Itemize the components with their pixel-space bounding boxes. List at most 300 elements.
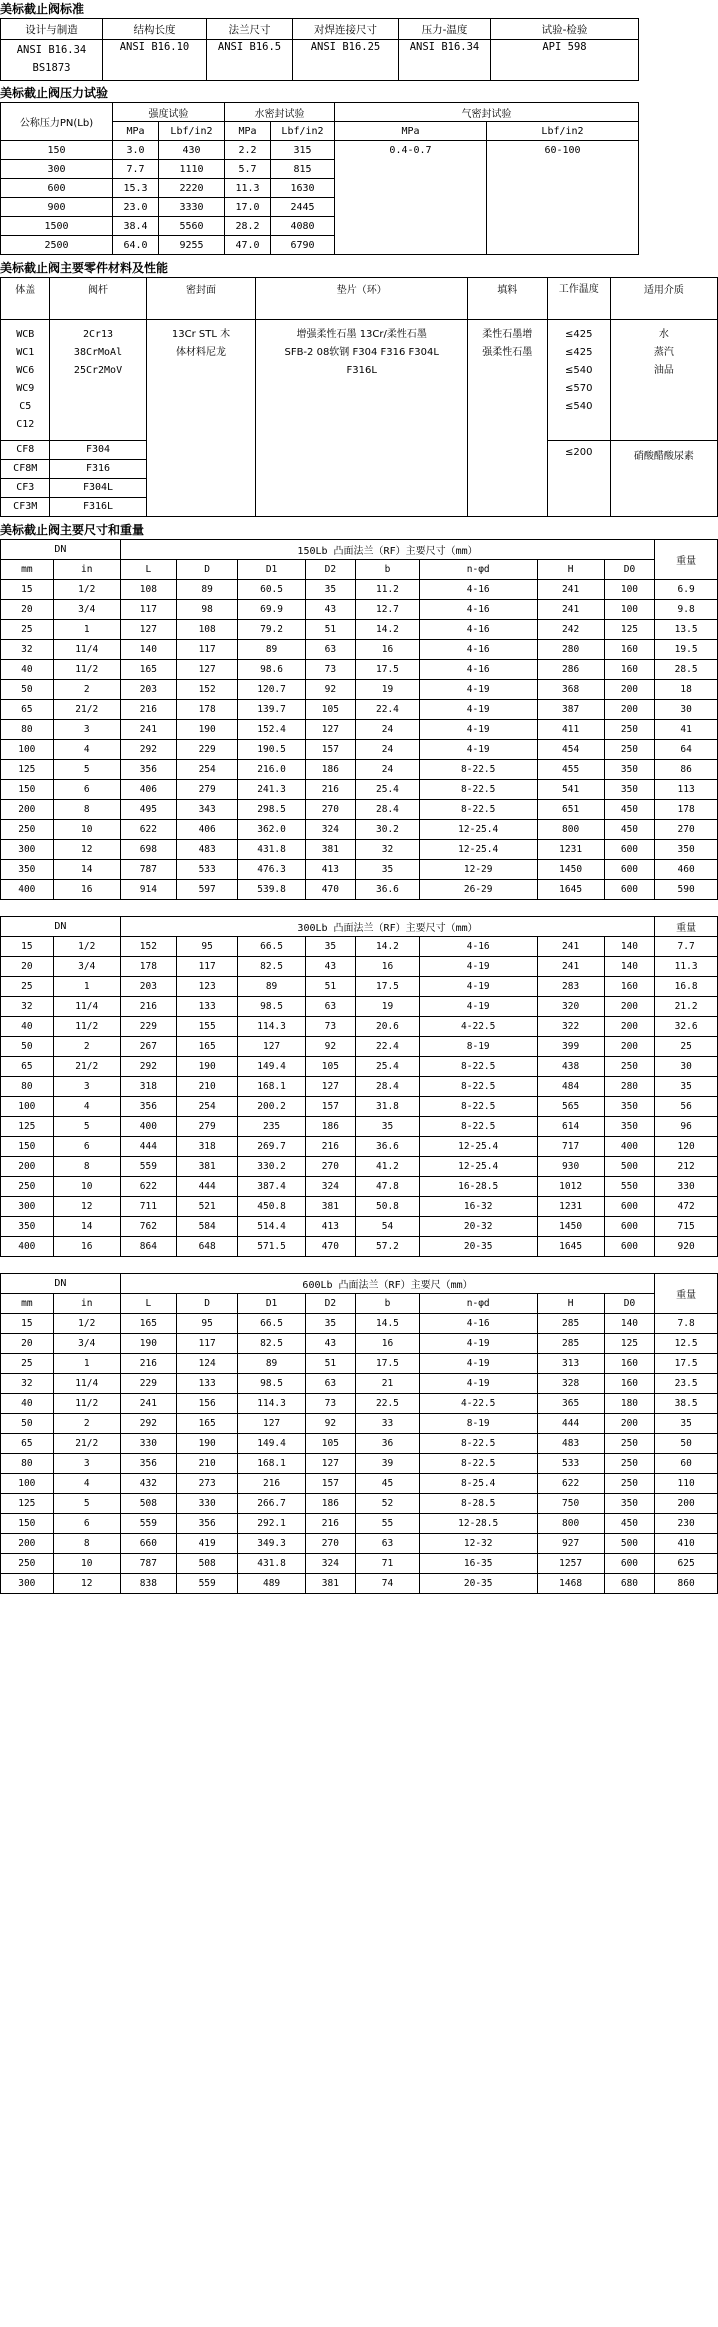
table-cell: 160: [604, 1374, 655, 1394]
table-cell: 35: [356, 1117, 420, 1137]
table-cell: 3: [53, 1077, 120, 1097]
table-cell: 50: [1, 1037, 54, 1057]
gas-header: 气密封试验: [335, 103, 639, 122]
cell: 2220: [159, 179, 225, 198]
table-cell: 541: [537, 780, 604, 800]
table-cell: 4-16: [419, 937, 537, 957]
table-cell: 16.8: [655, 977, 718, 997]
table-cell: 318: [176, 1137, 238, 1157]
gas-lbf-cell: 60-100: [487, 141, 639, 255]
table-cell: 8-22.5: [419, 760, 537, 780]
table-cell: 20: [1, 600, 54, 620]
table-cell: 413: [305, 860, 355, 880]
table-row: [1, 580, 718, 600]
list-item: ≤425: [564, 329, 593, 340]
table-cell: 66.5: [238, 1314, 305, 1334]
table-cell: 356: [120, 1454, 176, 1474]
table-cell: 381: [305, 840, 355, 860]
table-cell: 330: [655, 1177, 718, 1197]
table-cell: 216: [305, 1137, 355, 1157]
table-cell: 165: [120, 660, 176, 680]
table-row: [1, 780, 718, 800]
table-cell: 483: [176, 840, 238, 860]
table-cell: 400: [604, 1137, 655, 1157]
table-cell: 356: [176, 1514, 238, 1534]
table-row: [1, 700, 718, 720]
value-cell: ANSI B16.5: [207, 40, 293, 81]
cell: 11.3: [225, 179, 271, 198]
table-cell: 241: [537, 600, 604, 620]
column-header: D: [176, 560, 238, 580]
table-cell: 4: [53, 740, 120, 760]
table-cell: 125: [604, 1334, 655, 1354]
table-cell: 54: [356, 1217, 420, 1237]
table-cell: 152: [176, 680, 238, 700]
table-row: [1, 1514, 718, 1534]
table-cell: 160: [604, 1354, 655, 1374]
table-cell: 450: [604, 1514, 655, 1534]
cell: 23.0: [113, 198, 159, 217]
media: [610, 320, 717, 441]
table-cell: 25.4: [356, 780, 420, 800]
table-row: [1, 860, 718, 880]
table-cell: 43: [305, 600, 355, 620]
table-cell: 16-35: [419, 1554, 537, 1574]
table-cell: 190: [176, 1057, 238, 1077]
table-body: [1, 580, 718, 900]
table-cell: 89: [176, 580, 238, 600]
column-header: n-φd: [419, 1294, 537, 1314]
table-cell: 22.5: [356, 1394, 420, 1414]
table-cell: 8: [53, 1534, 120, 1554]
table-cell: 152: [120, 937, 176, 957]
table-cell: 21/2: [53, 1057, 120, 1077]
table-cell: 4-16: [419, 620, 537, 640]
table-row: [1, 1434, 718, 1454]
table-cell: 152.4: [238, 720, 305, 740]
table-cell: 6.9: [655, 580, 718, 600]
table-cell: 210: [176, 1454, 238, 1474]
table-cell: 32: [1, 1374, 54, 1394]
table-cell: 30: [655, 700, 718, 720]
table-row: [1, 1217, 718, 1237]
table-cell: 105: [305, 1057, 355, 1077]
pressure-test-table: [0, 102, 639, 255]
table-cell: 32.6: [655, 1017, 718, 1037]
table-cell: 17.5: [655, 1354, 718, 1374]
list-item: 强柔性石墨: [482, 347, 533, 358]
table-cell: 114.3: [238, 1394, 305, 1414]
table-cell: 200.2: [238, 1097, 305, 1117]
table-cell: 920: [655, 1237, 718, 1257]
list-item: 体材料尼龙: [176, 347, 227, 358]
list-item: C12: [16, 419, 35, 430]
table-cell: 235: [238, 1117, 305, 1137]
section-title-pressure-test: 美标截止阀压力试验: [0, 86, 109, 100]
table-row: [1, 1534, 718, 1554]
header-cell: 设计与制造: [1, 19, 103, 40]
header-cell: 试验-检验: [491, 19, 639, 40]
value-cell: API 598: [491, 40, 639, 81]
table-cell: 10: [53, 1554, 120, 1574]
table-cell: 108: [176, 620, 238, 640]
table-cell: 1257: [537, 1554, 604, 1574]
cell: 315: [271, 141, 335, 160]
table-cell: 200: [1, 800, 54, 820]
table-cell: 117: [176, 957, 238, 977]
column-header: D1: [238, 560, 305, 580]
table-cell: 270: [655, 820, 718, 840]
table-cell: 200: [604, 997, 655, 1017]
unit-cell: MPa: [225, 122, 271, 141]
table-cell: 7.8: [655, 1314, 718, 1334]
list-item: F316: [50, 460, 145, 479]
column-header: in: [53, 1294, 120, 1314]
table-cell: 178: [655, 800, 718, 820]
table-cell: 1645: [537, 880, 604, 900]
table-cell: 914: [120, 880, 176, 900]
table-cell: 365: [537, 1394, 604, 1414]
table-cell: 6: [53, 1514, 120, 1534]
gas-mpa-cell: 0.4-0.7: [335, 141, 487, 255]
table-cell: 250: [604, 1434, 655, 1454]
table-cell: 717: [537, 1137, 604, 1157]
cell: 2.2: [225, 141, 271, 160]
table-cell: 98.5: [238, 1374, 305, 1394]
stem-materials-b: [50, 441, 146, 517]
table-cell: 140: [604, 1314, 655, 1334]
table-cell: 150: [1, 780, 54, 800]
list-item: F304: [50, 441, 145, 460]
table-cell: 4-16: [419, 1314, 537, 1334]
table-cell: 35: [655, 1414, 718, 1434]
list-item: F316L: [82, 501, 114, 512]
table-cell: 43: [305, 957, 355, 977]
table-cell: 1450: [537, 860, 604, 880]
cell: 4080: [271, 217, 335, 236]
table-cell: 1231: [537, 840, 604, 860]
table-cell: 14.5: [356, 1314, 420, 1334]
table-cell: 4-16: [419, 580, 537, 600]
list-item: ≤425: [564, 347, 593, 358]
table-cell: 4-19: [419, 1354, 537, 1374]
list-item: CF3M: [13, 501, 38, 512]
materials-table: [0, 277, 718, 517]
body-materials-b: [1, 441, 50, 517]
table-row: [1, 977, 718, 997]
list-item: CF3: [1, 479, 49, 498]
value-cell: ANSI B16.25: [293, 40, 399, 81]
table-cell: 12-25.4: [419, 840, 537, 860]
table-cell: 20-35: [419, 1237, 537, 1257]
table-cell: 64: [655, 740, 718, 760]
table-cell: 216: [305, 780, 355, 800]
table-cell: 100: [1, 1474, 54, 1494]
column-header: D: [176, 1294, 238, 1314]
table-cell: 123: [176, 977, 238, 997]
column-header: L: [120, 560, 176, 580]
table-cell: 65: [1, 700, 54, 720]
table-cell: 14.2: [356, 937, 420, 957]
table-cell: 12: [53, 1574, 120, 1594]
table-cell: 1/2: [53, 937, 120, 957]
work-temps: [547, 320, 610, 441]
table-cell: 800: [537, 1514, 604, 1534]
table-cell: 110: [655, 1474, 718, 1494]
standards-header-row: [1, 19, 639, 40]
strength-header: 强度试验: [113, 103, 225, 122]
table-cell: 186: [305, 1117, 355, 1137]
table-cell: 127: [238, 1037, 305, 1057]
table-cell: 300: [1, 1197, 54, 1217]
table-cell: 35: [305, 580, 355, 600]
table-cell: 3/4: [53, 1334, 120, 1354]
table-cell: 600: [604, 1197, 655, 1217]
table-cell: 12: [53, 1197, 120, 1217]
dn-header: DN: [1, 1274, 121, 1294]
table-cell: 269.7: [238, 1137, 305, 1157]
table-cell: 521: [176, 1197, 238, 1217]
table-cell: 6: [53, 780, 120, 800]
table-cell: 2: [53, 1037, 120, 1057]
table-cell: 32: [356, 840, 420, 860]
table-cell: 200: [604, 680, 655, 700]
table-cell: 444: [120, 1137, 176, 1157]
table-row: [1, 957, 718, 977]
table-cell: 1450: [537, 1217, 604, 1237]
table-cell: 36.6: [356, 880, 420, 900]
column-header: D2: [305, 1294, 355, 1314]
table-cell: 35: [655, 1077, 718, 1097]
table-cell: 127: [120, 620, 176, 640]
table-cell: 250: [604, 1454, 655, 1474]
table-cell: 16: [356, 957, 420, 977]
table-cell: 63: [305, 1374, 355, 1394]
table-cell: 12-29: [419, 860, 537, 880]
list-item: 2Cr13: [82, 329, 114, 340]
table-cell: 600: [604, 1217, 655, 1237]
packing: [467, 320, 547, 517]
table-cell: 8: [53, 800, 120, 820]
table-cell: 10: [53, 1177, 120, 1197]
table-cell: 105: [305, 1434, 355, 1454]
table-cell: 127: [238, 1414, 305, 1434]
table-cell: 22.4: [356, 1037, 420, 1057]
table-cell: 270: [305, 1157, 355, 1177]
table-cell: 484: [537, 1077, 604, 1097]
table-cell: 362.0: [238, 820, 305, 840]
table-cell: 157: [305, 1474, 355, 1494]
dimensions-table-150lb: [0, 539, 718, 900]
table-cell: 229: [176, 740, 238, 760]
table-cell: 57.2: [356, 1237, 420, 1257]
table-cell: 113: [655, 780, 718, 800]
table-cell: 350: [604, 1494, 655, 1514]
table-row: [1, 141, 639, 160]
table-cell: 229: [120, 1374, 176, 1394]
table-cell: 98.6: [238, 660, 305, 680]
column-header: D1: [238, 1294, 305, 1314]
list-item: ≤540: [564, 401, 593, 412]
table-cell: 406: [120, 780, 176, 800]
header-cell: 密封面: [146, 278, 256, 320]
table-row: [1, 1117, 718, 1137]
table-cell: 24: [356, 740, 420, 760]
cell: 300: [1, 160, 113, 179]
table-cell: 186: [305, 1494, 355, 1514]
table-cell: 270: [305, 800, 355, 820]
table-cell: 40: [1, 660, 54, 680]
table-cell: 11/4: [53, 997, 120, 1017]
table-cell: 63: [356, 1534, 420, 1554]
table-cell: 4-16: [419, 640, 537, 660]
list-item: 13Cr STL 木: [171, 329, 231, 340]
table-cell: 285: [537, 1334, 604, 1354]
table-cell: 160: [604, 660, 655, 680]
cell: 3330: [159, 198, 225, 217]
table-cell: 21/2: [53, 1434, 120, 1454]
table-cell: 216: [120, 997, 176, 1017]
table-cell: 250: [604, 1057, 655, 1077]
table-cell: 4-19: [419, 700, 537, 720]
table-body: [1, 937, 718, 1257]
table-row: [1, 760, 718, 780]
table-cell: 16-32: [419, 1197, 537, 1217]
table-cell: 539.8: [238, 880, 305, 900]
table-cell: 1: [53, 977, 120, 997]
table-cell: 38.5: [655, 1394, 718, 1414]
column-header: H: [537, 560, 604, 580]
column-header-row: [1, 1294, 718, 1314]
table-cell: 117: [176, 640, 238, 660]
table-cell: 460: [655, 860, 718, 880]
table-cell: 300: [1, 840, 54, 860]
table-cell: 680: [604, 1574, 655, 1594]
table-cell: 15: [1, 1314, 54, 1334]
cell: 38.4: [113, 217, 159, 236]
table-cell: 324: [305, 1177, 355, 1197]
table-cell: 8-19: [419, 1414, 537, 1434]
table-cell: 864: [120, 1237, 176, 1257]
table-cell: 25: [1, 1354, 54, 1374]
table-cell: 30: [655, 1057, 718, 1077]
table-cell: 3: [53, 1454, 120, 1474]
table-title: 300Lb 凸面法兰（RF）主要尺寸（mm）: [120, 917, 654, 937]
table-cell: 190: [176, 720, 238, 740]
table-row: [1, 1374, 718, 1394]
table-cell: 100: [1, 1097, 54, 1117]
table-cell: 156: [176, 1394, 238, 1414]
table-cell: 350: [655, 840, 718, 860]
table-cell: 35: [305, 1314, 355, 1334]
table-cell: 12-25.4: [419, 820, 537, 840]
table-cell: 11/2: [53, 660, 120, 680]
table-cell: 125: [1, 1494, 54, 1514]
table-cell: 399: [537, 1037, 604, 1057]
table-cell: 25: [1, 977, 54, 997]
table-cell: 11/4: [53, 1374, 120, 1394]
table-cell: 250: [1, 820, 54, 840]
table-cell: 180: [604, 1394, 655, 1414]
table-cell: 698: [120, 840, 176, 860]
column-header: mm: [1, 560, 54, 580]
table-cell: 11/2: [53, 1017, 120, 1037]
list-item: SFB-2 08软钢 F304 F316 F304L: [284, 347, 439, 358]
table-cell: 95: [176, 937, 238, 957]
table-row: [1, 1414, 718, 1434]
table-cell: 254: [176, 1097, 238, 1117]
table-row: [1, 880, 718, 900]
table-cell: 16: [53, 880, 120, 900]
table-cell: 762: [120, 1217, 176, 1237]
table-cell: 19: [356, 997, 420, 1017]
table-cell: 33: [356, 1414, 420, 1434]
table-cell: 625: [655, 1554, 718, 1574]
table-cell: 450.8: [238, 1197, 305, 1217]
table-cell: 350: [1, 860, 54, 880]
table-cell: 100: [604, 600, 655, 620]
table-cell: 1/2: [53, 580, 120, 600]
table-cell: 318: [120, 1077, 176, 1097]
table-cell: 32: [1, 640, 54, 660]
table-cell: 8-22.5: [419, 1434, 537, 1454]
table-cell: 500: [604, 1534, 655, 1554]
table-cell: 241.3: [238, 780, 305, 800]
table-cell: 489: [238, 1574, 305, 1594]
table-cell: 12-32: [419, 1534, 537, 1554]
table-row: [1, 1097, 718, 1117]
table-cell: 4-22.5: [419, 1017, 537, 1037]
header-cell: 对焊连接尺寸: [293, 19, 399, 40]
standards-value-row: [1, 40, 639, 81]
table-cell: 43: [305, 1334, 355, 1354]
table-row: [1, 800, 718, 820]
table-cell: 280: [537, 640, 604, 660]
list-item: 38CrMoAl: [73, 347, 123, 358]
table-cell: 330.2: [238, 1157, 305, 1177]
table-cell: 8-22.5: [419, 780, 537, 800]
list-item: WCB: [16, 329, 35, 340]
table-cell: 279: [176, 780, 238, 800]
table-cell: 622: [120, 1177, 176, 1197]
table-cell: 200: [604, 700, 655, 720]
table-cell: 82.5: [238, 1334, 305, 1354]
cell: 150: [1, 141, 113, 160]
table-cell: 7.7: [655, 937, 718, 957]
table-cell: 28.5: [655, 660, 718, 680]
table-cell: 444: [537, 1414, 604, 1434]
table-cell: 51: [305, 1354, 355, 1374]
table-cell: 860: [655, 1574, 718, 1594]
table-cell: 50: [1, 680, 54, 700]
table-row: [1, 1314, 718, 1334]
table-cell: 200: [604, 1414, 655, 1434]
table-cell: 280: [604, 1077, 655, 1097]
table-cell: 419: [176, 1534, 238, 1554]
column-header: b: [356, 1294, 420, 1314]
column-header: D0: [604, 1294, 655, 1314]
work-temp-b: ≤200: [547, 441, 610, 517]
table-cell: 4-19: [419, 997, 537, 1017]
table-row: [1, 1037, 718, 1057]
table-cell: 117: [176, 1334, 238, 1354]
cell: 47.0: [225, 236, 271, 255]
table-cell: 454: [537, 740, 604, 760]
table-row: [1, 937, 718, 957]
section-title-standards: 美标截止阀标准: [0, 2, 85, 16]
table-cell: 3: [53, 720, 120, 740]
table-cell: 89: [238, 640, 305, 660]
